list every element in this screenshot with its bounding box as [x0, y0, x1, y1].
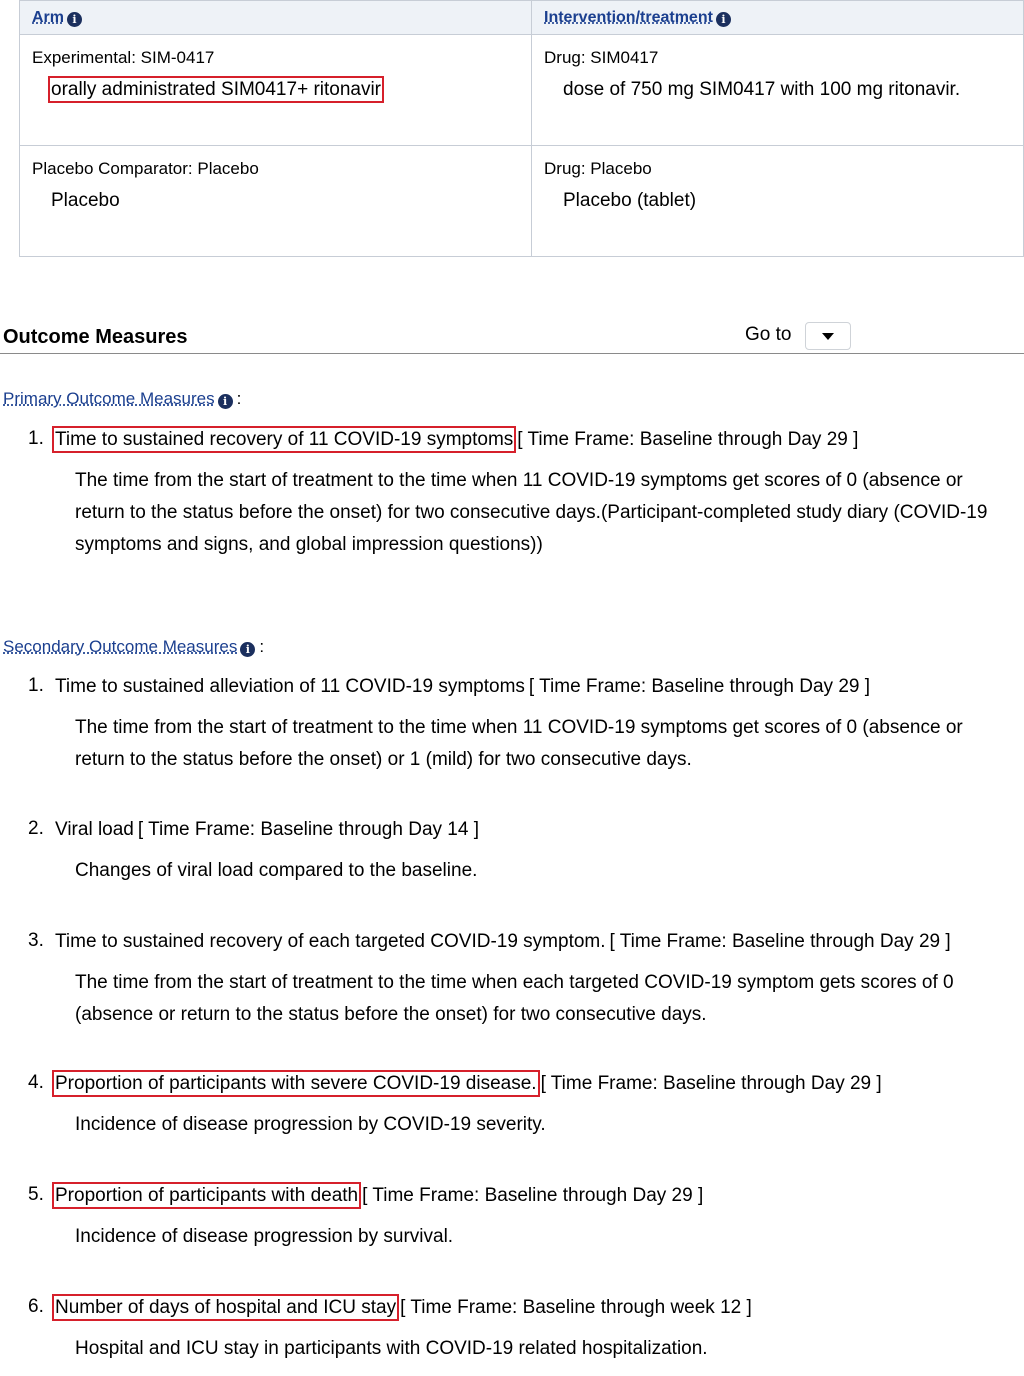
item-number: 4.	[28, 1072, 44, 1093]
arm-description: Placebo	[51, 190, 120, 211]
arms-table	[19, 0, 1024, 257]
intervention-description: dose of 750 mg SIM0417 with 100 mg ritonavir.	[563, 79, 961, 100]
measure-title: Time to sustained alleviation of 11 COVID-19 symptoms	[55, 676, 525, 697]
time-frame: [ Time Frame: Baseline through Day 29 ]	[362, 1185, 704, 1206]
secondary-outcome-label: Secondary Outcome Measures i :	[3, 637, 265, 656]
item-number: 1.	[28, 428, 44, 449]
intervention-title: Drug: SIM0417	[544, 48, 659, 67]
measure-description: Incidence of disease progression by survival.	[75, 1226, 454, 1247]
time-frame: [ Time Frame: Baseline through Day 14 ]	[137, 819, 479, 840]
time-frame: [ Time Frame: Baseline through week 12 ]	[400, 1297, 752, 1318]
arm-description: orally administrated SIM0417+ ritonavir	[51, 79, 382, 100]
time-frame: [ Time Frame: Baseline through Day 29 ]	[517, 429, 859, 450]
intervention-title: Drug: Placebo	[544, 159, 652, 178]
item-number: 1.	[28, 675, 44, 696]
measure-description: Incidence of disease progression by COVID-19 severity.	[75, 1114, 546, 1135]
info-icon[interactable]: i	[67, 12, 82, 27]
outcome-measures-header	[0, 318, 1024, 354]
item-number: 3.	[28, 930, 44, 951]
info-icon[interactable]: i	[218, 394, 233, 409]
info-icon[interactable]: i	[240, 642, 255, 657]
item-number: 6.	[28, 1296, 44, 1317]
intervention-header-label[interactable]: Intervention/treatment	[544, 8, 713, 26]
primary-outcome-label: Primary Outcome Measures i :	[3, 389, 242, 408]
outcome-measures-title: Outcome Measures	[3, 326, 188, 348]
arm-cell	[20, 35, 532, 146]
intervention-cell	[532, 146, 1024, 257]
measure-description: Changes of viral load compared to the baseline.	[75, 860, 478, 881]
measure-title: Time to sustained recovery of each targeted COVID-19 symptom.	[55, 931, 606, 952]
arm-column-header[interactable]	[20, 1, 532, 35]
measure-description: The time from the start of treatment to the time when each targeted COVID-19 symptom gets scores of 0 (absence or return to the status before the onset) for two consecutive days.	[75, 972, 954, 1025]
secondary-outcome-link[interactable]: Secondary Outcome Measures	[3, 637, 238, 656]
measure-description: Hospital and ICU stay in participants with COVID-19 related hospitalization.	[75, 1338, 708, 1359]
item-number: 2.	[28, 818, 44, 839]
measure-description: The time from the start of treatment to the time when 11 COVID-19 symptoms get scores of 0 (absence or return to the status before the onset) for two consecutive days.(Participant-completed study diary (COVID-19 symptoms and signs, and global impression questions))	[75, 470, 988, 555]
intervention-column-header[interactable]	[532, 1, 1024, 35]
measure-title: Viral load	[55, 819, 134, 840]
goto-dropdown[interactable]	[805, 322, 851, 350]
item-number: 5.	[28, 1184, 44, 1205]
intervention-cell	[532, 35, 1024, 146]
time-frame: [ Time Frame: Baseline through Day 29 ]	[528, 676, 871, 697]
arm-title: Placebo Comparator: Placebo	[32, 159, 259, 178]
arm-row	[20, 35, 1024, 146]
caret-down-icon	[822, 333, 834, 340]
time-frame: [ Time Frame: Baseline through Day 29 ]	[540, 1073, 882, 1094]
arm-cell	[20, 146, 532, 257]
measure-title: Number of days of hospital and ICU stay	[55, 1297, 397, 1318]
measure-title: Proportion of participants with severe COVID-19 disease.	[55, 1073, 537, 1094]
goto-label: Go to	[745, 324, 792, 345]
measure-title: Time to sustained recovery of 11 COVID-19 symptoms	[55, 429, 514, 450]
measure-description: The time from the start of treatment to the time when 11 COVID-19 symptoms get scores of 0 (absence or return to the status before the onset) or 1 (mild) for two consecutive days.	[75, 717, 963, 770]
primary-outcome-link[interactable]: Primary Outcome Measures	[3, 389, 215, 408]
arm-title: Experimental: SIM-0417	[32, 48, 215, 67]
arm-header-label[interactable]: Arm	[32, 8, 65, 26]
measure-title: Proportion of participants with death	[55, 1185, 359, 1206]
info-icon[interactable]: i	[716, 12, 731, 27]
arm-row	[20, 146, 1024, 257]
time-frame: [ Time Frame: Baseline through Day 29 ]	[609, 931, 951, 952]
intervention-description: Placebo (tablet)	[563, 190, 697, 211]
